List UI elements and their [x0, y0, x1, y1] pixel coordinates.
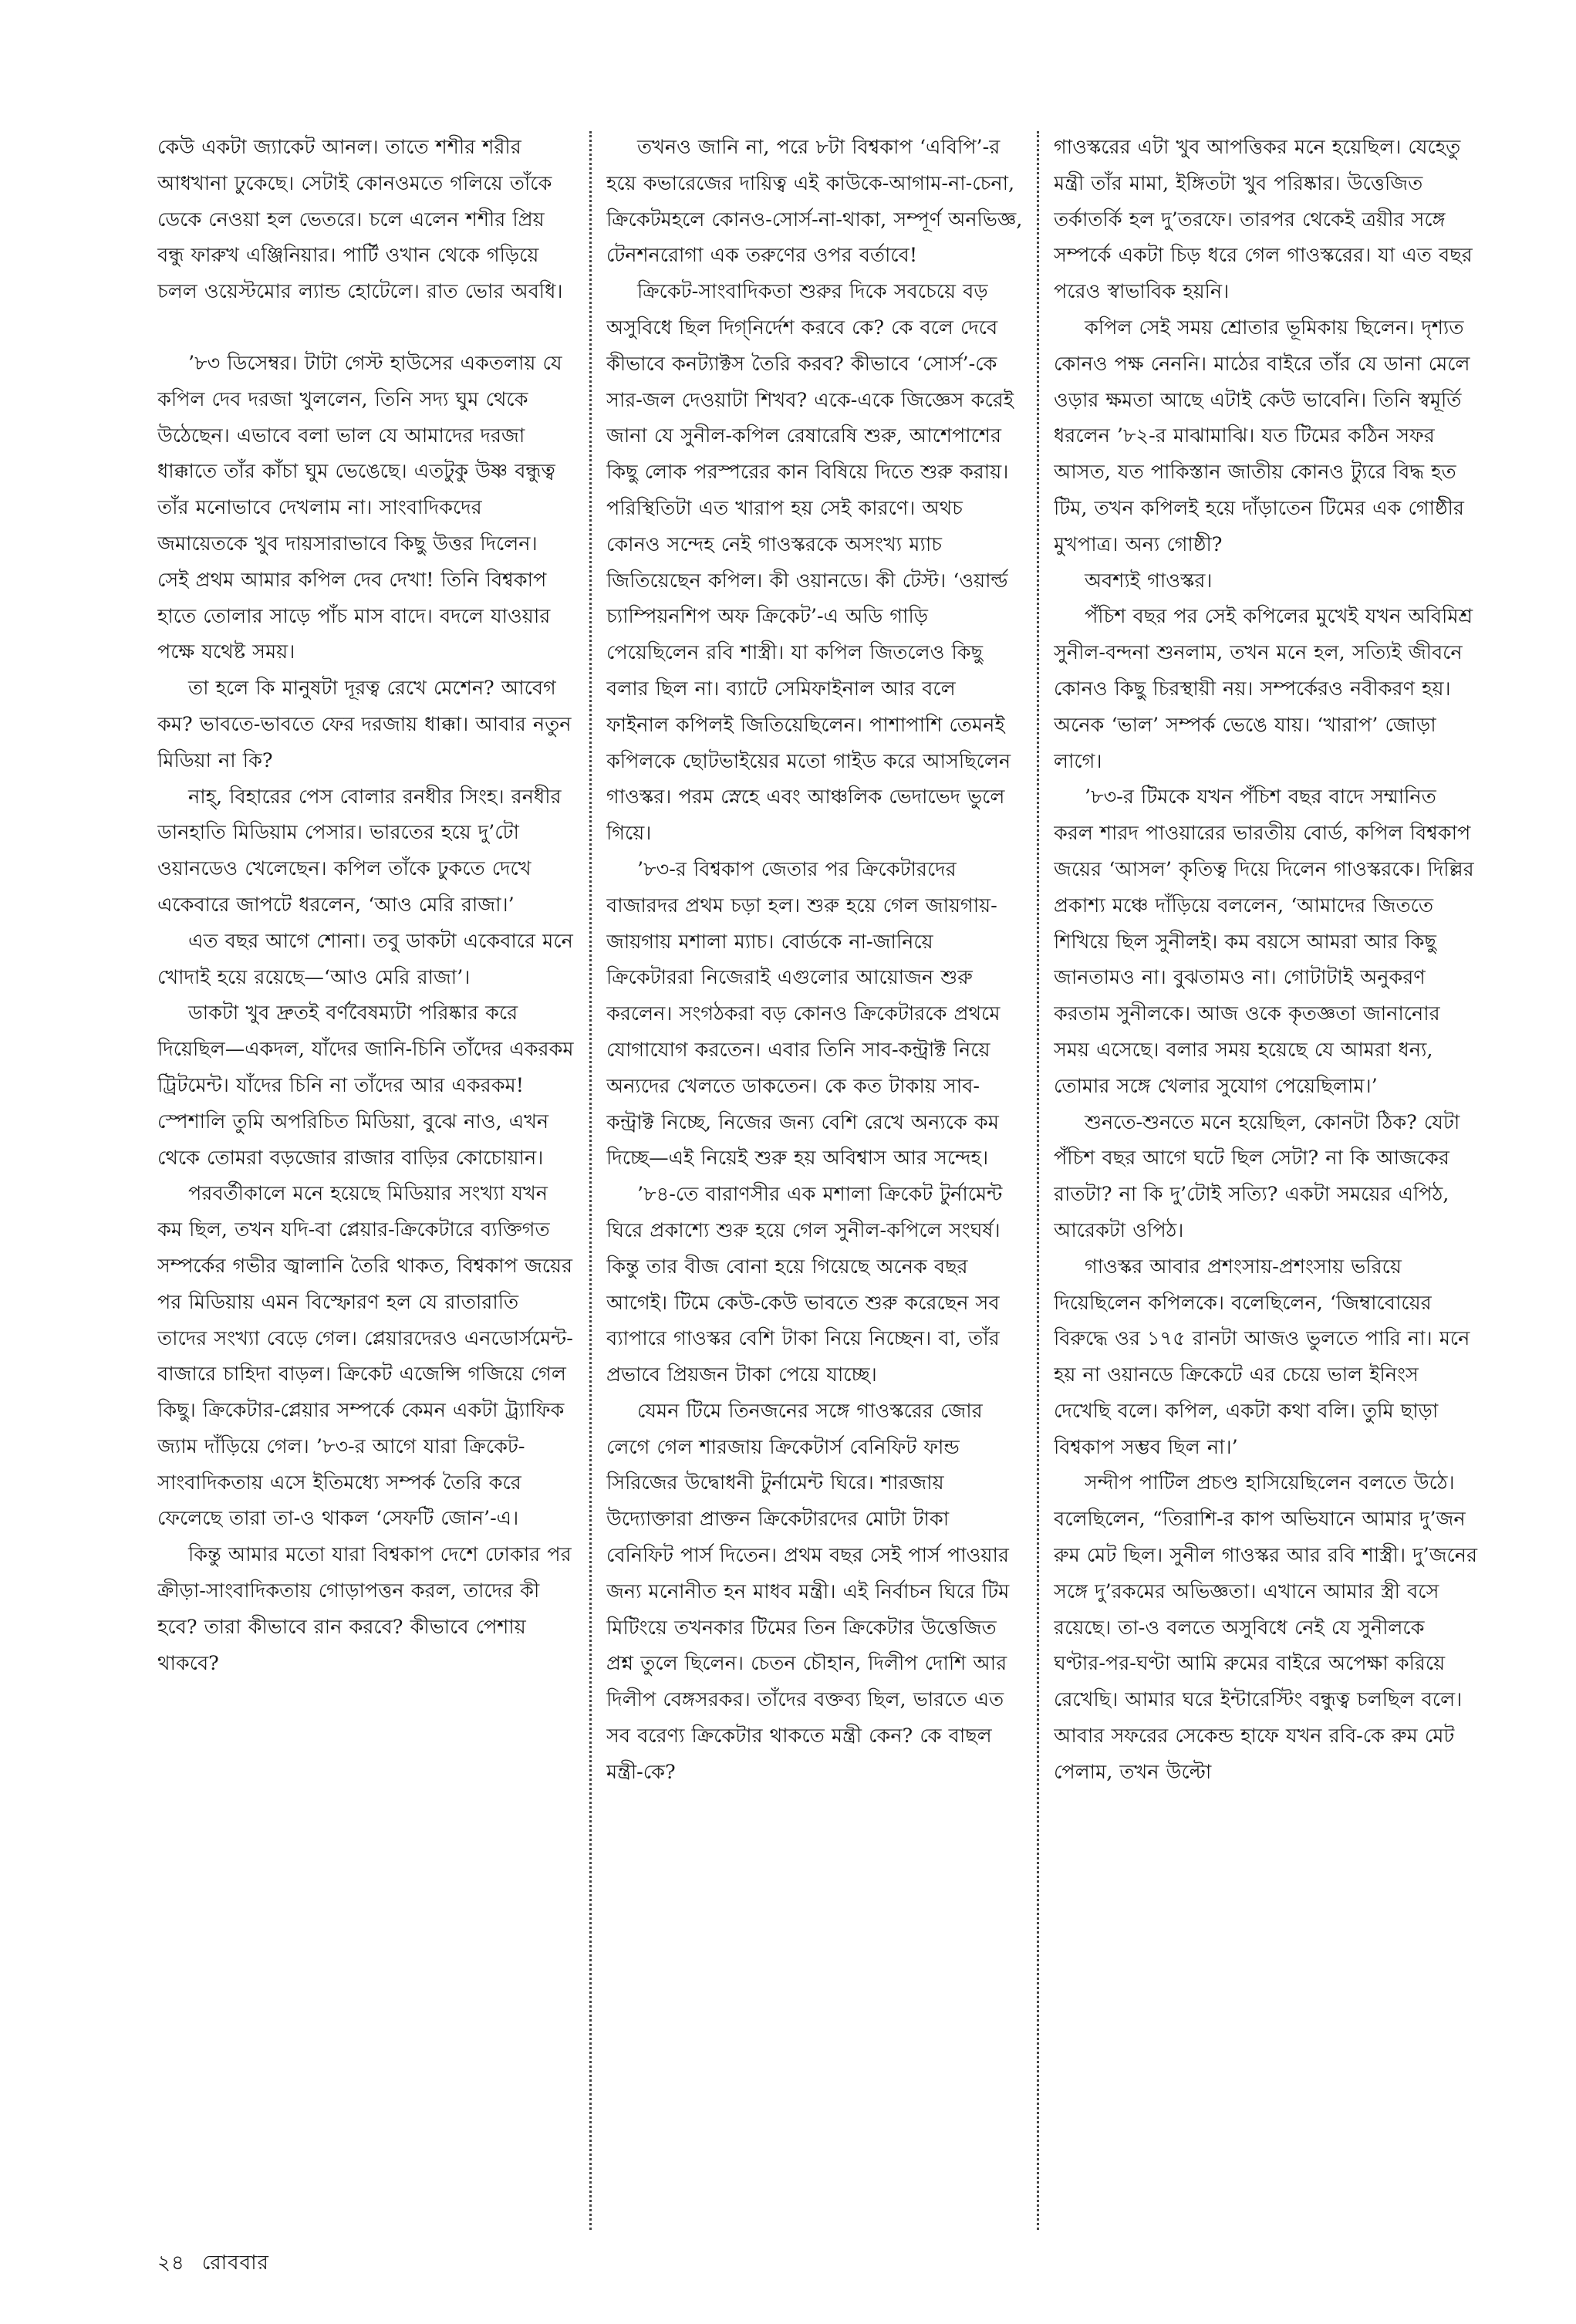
- paragraph: ডাকটা খুব দ্রুতই বর্ণবৈষম্যটা পরিষ্কার করে দিয়েছিল—একদল, যাঁদের জানি-চিনি তাঁদের একরকম ট্রিটমেন্ট। যাঁদের চিনি না তাঁদের আর একরকম! স্পেশালি তুমি অপরিচিত মিডিয়া, বুঝে নাও, এখন থেকে তোমরা বড়জোর রাজার বাড়ির কোচোয়ান।: [157, 1002, 574, 1170]
- paragraph: ’৮৩ ডিসেম্বর। টাটা গেস্ট হাউসের একতলায় যে কপিল দেব দরজা খুললেন, তিনি সদ্য ঘুম থেকে উঠেছেন। এভাবে বলা ভাল যে আমাদের দরজা ধাক্কাতে তাঁর কাঁচা ঘুম ভেঙেছে। এতটুকু উষ্ণ বন্ধুত্ব তাঁর মনোভাবে দেখলাম না। সাংবাদিকদের জমায়েতকে খুব দায়সারাভাবে কিছু উত্তর দিলেন। সেই প্রথম আমার কপিল দেব দেখা! তিনি বিশ্বকাপ হাতে তোলার সাড়ে পাঁচ মাস বাদে। বদলে যাওয়ার পক্ষে যথেষ্ট সময়।: [157, 351, 562, 664]
- paragraph: ’৮৩-র টিমকে যখন পঁচিশ বছর বাদে সম্মানিত করল শারদ পাওয়ারের ভারতীয় বোর্ড, কপিল বিশ্বকাপ জয়ের ‘আসল’ কৃতিত্ব দিয়ে দিলেন গাওস্করকে। দিল্লির প্রকাশ্য মঞ্চে দাঁড়িয়ে বললেন, ‘আমাদের জিততে শিখিয়ে ছিল সুনীলই। কম বয়সে আমরা আর কিছু জানতামও না। বুঝতামও না। গোটাটাই অনুকরণ করতাম সুনীলকে। আজ ওকে কৃতজ্ঞতা জানানোর সময় এসেছে। বলার সময় হয়েছে যে আমরা ধন্য, তোমার সঙ্গে খেলার সুযোগ পেয়েছিলাম।’: [1054, 785, 1474, 1098]
- article-column-3: [1054, 130, 1481, 2230]
- publication-name: রোববার: [201, 2251, 269, 2275]
- paragraph: পরবর্তীকালে মনে হয়েছে মিডিয়ার সংখ্যা যখন কম ছিল, তখন যদি-বা প্লেয়ার-ক্রিকেটারে ব্যক্তিগত সম্পর্কের গভীর জ্বালানি তৈরি থাকত, বিশ্বকাপ জয়ের পর মিডিয়ায় এমন বিস্ফোরণ হল যে রাতারাতি তাদের সংখ্যা বেড়ে গেল। প্লেয়ারদেরও এনডোর্সমেন্ট-বাজারে চাহিদা বাড়ল। ক্রিকেট এজেন্সি গজিয়ে গেল কিছু। ক্রিকেটার-প্লেয়ার সম্পর্কে কেমন একটা ট্র্যাফিক জ্যাম দাঁড়িয়ে গেল। ’৮৩-র আগে যারা ক্রিকেট-সাংবাদিকতায় এসে ইতিমধ্যে সম্পর্ক তৈরি করে ফেলেছে তারা তা-ও থাকল ‘সেফটি জোন’-এ।: [157, 1182, 573, 1531]
- paragraph: কপিল সেই সময় শ্রোতার ভূমিকায় ছিলেন। দৃশ্যত কোনও পক্ষ নেননি। মাঠের বাইরে তাঁর যে ডানা মেলে ওড়ার ক্ষমতা আছে এটাই কেউ ভাবেনি। তিনি স্বমূর্তি ধরলেন ’৮২-র মাঝামাঝি। যত টিমের কঠিন সফর আসত, যত পাকিস্তান জাতীয় কোনও ট্যুরে বিদ্ধ হত টিম, তখন কপিলই হয়ে দাঁড়াতেন টিমের এক গোষ্ঠীর মুখপাত্র। অন্য গোষ্ঠী?: [1054, 316, 1470, 556]
- paragraph: নাহ্, বিহারের পেস বোলার রনধীর সিংহ। রনধীর ডানহাতি মিডিয়াম পেসার। ভারতের হয়ে দু’টো ওয়ানডেও খেলেছেন। কপিল তাঁকে ঢুকতে দেখে একেবারে জাপটে ধরলেন, ‘আও মেরি রাজা।’: [157, 785, 562, 917]
- paragraph: কেউ একটা জ্যাকেট আনল। তাতে শশীর শরীর আধখানা ঢুকেছে। সেটাই কোনওমতে গলিয়ে তাঁকে ডেকে নেওয়া হল ভেতরে। চলে এলেন শশীর প্রিয় বন্ধু ফারুখ এঞ্জিনিয়ার। পার্টি ওখান থেকে গড়িয়ে চলল ওয়েস্টমোর ল্যান্ড হোটেলে। রাত ভোর অবধি।: [157, 136, 563, 304]
- article-column-1: [157, 130, 574, 2230]
- paragraph: সন্দীপ পাটিল প্রচণ্ড হাসিয়েছিলেন বলতে উঠে। বলেছিলেন, “তিরাশি-র কাপ অভিযানে আমার দু’জন রুম মেট ছিল। সুনীল গাওস্কর আর রবি শাস্ত্রী। দু’জনের সঙ্গে দু’রকমের অভিজ্ঞতা। এখানে আমার স্ত্রী বসে রয়েছে। তা-ও বলতে অসুবিধে নেই যে সুনীলকে ঘণ্টার-পর-ঘণ্টা আমি রুমের বাইরে অপেক্ষা করিয়ে রেখেছি। আমার ঘরে ইন্টারেস্টিং বন্ধুত্ব চলছিল বলে। আবার সফরের সেকেন্ড হাফে যখন রবি-কে রুম মেট পেলাম, তখন উল্টো: [1054, 1471, 1478, 1784]
- paragraph: এত বছর আগে শোনা। তবু ডাকটা একেবারে মনে খোদাই হয়ে রয়েছে—‘আও মেরি রাজা’।: [157, 929, 573, 989]
- paragraph: কিন্তু আমার মতো যারা বিশ্বকাপ দেশে ঢোকার পর ক্রীড়া-সাংবাদিকতায় গোড়াপত্তন করল, তাদের কী হবে? তারা কীভাবে রান করবে? কীভাবে পেশায় থাকবে?: [157, 1543, 572, 1675]
- page-footer: [157, 2247, 286, 2281]
- paragraph: তখনও জানি না, পরে ৮টা বিশ্বকাপ ‘এবিপি’-র হয়ে কভারেজের দায়িত্ব এই কাউকে-আগাম-না-চেনা, ক্রিকেটমহলে কোনও-সোর্স-না-থাকা, সম্পূর্ণ অনভিজ্ঞ, টেনশনরোগা এক তরুণের ওপর বর্তাবে!: [606, 136, 1023, 268]
- paragraph: ক্রিকেট-সাংবাদিকতা শুরুর দিকে সবচেয়ে বড় অসুবিধে ছিল দিগ্‌নির্দেশ করবে কে? কে বলে দেবে কীভাবে কনট্যাক্টস তৈরি করব? কীভাবে ‘সোর্স’-কে সার-জল দেওয়াটা শিখব? একে-একে জিজ্ঞেস করেই জানা যে সুনীল-কপিল রেষারেষি শুরু, আশেপাশের কিছু লোক পরস্পরের কান বিষিয়ে দিতে শুরু করায়। পরিস্থিতিটা এত খারাপ হয় সেই কারণে। অথচ কোনও সন্দেহ নেই গাওস্করকে অসংখ্য ম্যাচ জিতিয়েছেন কপিল। কী ওয়ানডে। কী টেস্ট। ‘ওয়ার্ল্ড চ্যাম্পিয়নশিপ অফ ক্রিকেট’-এ অডি গাড়ি পেয়েছিলেন রবি শাস্ত্রী। যা কপিল জিতলেও কিছু বলার ছিল না। ব্যাটে সেমিফাইনাল আর বলে ফাইনাল কপিলই জিতিয়েছিলেন। পাশাপাশি তেমনই কপিলকে ছোটভাইয়ের মতো গাইড করে আসছিলেন গাওস্কর। পরম স্নেহে এবং আঞ্চলিক ভেদাভেদ ভুলে গিয়ে।: [606, 280, 1014, 846]
- article-column-2: [606, 130, 1023, 2230]
- paragraph: গাওস্কর আবার প্রশংসায়-প্রশংসায় ভরিয়ে দিয়েছিলেন কপিলকে। বলেছিলেন, ‘জিম্বাবোয়ের বিরুদ্ধে ওর ১৭৫ রানটা আজও ভুলতে পারি না। মনে হয় না ওয়ানডে ক্রিকেটে এর চেয়ে ভাল ইনিংস দেখেছি বলে। কপিল, একটা কথা বলি। তুমি ছাড়া বিশ্বকাপ সম্ভব ছিল না।’: [1054, 1255, 1470, 1459]
- page-number: ২৪: [157, 2251, 185, 2275]
- paragraph: যেমন টিমে তিনজনের সঙ্গে গাওস্করের জোর লেগে গেল শারজায় ক্রিকেটার্স বেনিফিট ফান্ড সিরিজের উদ্বোধনী টুর্নামেন্ট ঘিরে। শারজায় উদ্যোক্তারা প্রাক্তন ক্রিকেটারদের মোটা টাকা বেনিফিট পার্স দিতেন। প্রথম বছর সেই পার্স পাওয়ার জন্য মনোনীত হন মাধব মন্ত্রী। এই নির্বাচন ঘিরে টিম মিটিংয়ে তখনকার টিমের তিন ক্রিকেটার উত্তেজিত প্রশ্ন তুলে ছিলেন। চেতন চৌহান, দিলীপ দোশি আর দিলীপ বেঙ্গসরকর। তাঁদের বক্তব্য ছিল, ভারতে এত সব বরেণ্য ক্রিকেটার থাকতে মন্ত্রী কেন? কে বাছল মন্ত্রী-কে?: [606, 1399, 1010, 1784]
- paragraph: ’৮৪-তে বারাণসীর এক মশালা ক্রিকেট টুর্নামেন্ট ঘিরে প্রকাশ্যে শুরু হয়ে গেল সুনীল-কপিলে সংঘর্ষ। কিন্তু তার বীজ বোনা হয়ে গিয়েছে অনেক বছর আগেই। টিমে কেউ-কেউ ভাবতে শুরু করেছেন সব ব্যাপারে গাওস্কর বেশি টাকা নিয়ে নিচ্ছেন। বা, তাঁর প্রভাবে প্রিয়জন টাকা পেয়ে যাচ্ছে।: [606, 1183, 1003, 1387]
- column-divider: [1037, 131, 1039, 2230]
- paragraph: তা হলে কি মানুষটা দূরত্ব রেখে মেশেন? আবেগ কম? ভাবতে-ভাবতে ফের দরজায় ধাক্কা। আবার নতুন মিডিয়া না কি?: [157, 677, 572, 772]
- paragraph: গাওস্করের এটা খুব আপত্তিকর মনে হয়েছিল। যেহেতু মন্ত্রী তাঁর মামা, ইঙ্গিতটা খুব পরিষ্কার। উত্তেজিত তর্কাতর্কি হল দু’তরফে। তারপর থেকেই ত্রয়ীর সঙ্গে সম্পর্কে একটা চিড় ধরে গেল গাওস্করের। যা এত বছর পরেও স্বাভাবিক হয়নি।: [1054, 136, 1473, 304]
- column-divider: [589, 131, 592, 2230]
- paragraph: পঁচিশ বছর পর সেই কপিলের মুখেই যখন অবিমিশ্র সুনীল-বন্দনা শুনলাম, তখন মনে হল, সত্যিই জীবনে কোনও কিছু চিরস্থায়ী নয়। সম্পর্কেরও নবীকরণ হয়। অনেক ‘ভাল’ সম্পর্ক ভেঙে যায়। ‘খারাপ’ জোড়া লাগে।: [1054, 605, 1473, 773]
- paragraph: শুনতে-শুনতে মনে হয়েছিল, কোনটা ঠিক? যেটা পঁচিশ বছর আগে ঘটে ছিল সেটা? না কি আজকের রাতটা? না কি দু’টোই সত্যি? একটা সময়ের এপিঠ, আরেকটা ওপিঠ।: [1054, 1110, 1460, 1242]
- paragraph: ’৮৩-র বিশ্বকাপ জেতার পর ক্রিকেটারদের বাজারদর প্রথম চড়া হল। শুরু হয়ে গেল জায়গায়-জায়গায় মশালা ম্যাচ। বোর্ডকে না-জানিয়ে ক্রিকেটাররা নিজেরাই এগুলোর আয়োজন শুরু করলেন। সংগঠকরা বড় কোনও ক্রিকেটারকে প্রথমে যোগাযোগ করতেন। এবার তিনি সাব-কন্ট্রাক্ট নিয়ে অন্যদের খেলতে ডাকতেন। কে কত টাকায় সাব-কন্ট্রাক্ট নিচ্ছে, নিজের জন্য বেশি রেখে অন্যকে কম দিচ্ছে—এই নিয়েই শুরু হয় অবিশ্বাস আর সন্দেহ।: [606, 857, 1001, 1170]
- paragraph: অবশ্যই গাওস্কর।: [1085, 569, 1213, 593]
